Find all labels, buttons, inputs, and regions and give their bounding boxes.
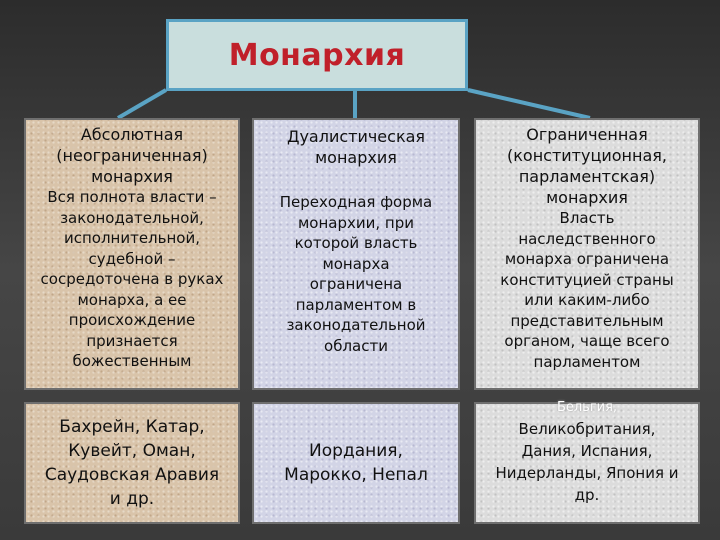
title-box [166,19,468,91]
description-line: наследственного [518,229,656,248]
heading-line: (неограниченная) [56,146,208,165]
description-line: божественным [72,352,192,370]
description-line: судебной – [88,249,176,268]
description-line: монарха, а ее [77,290,187,309]
dualistic-monarchy-box [252,118,460,390]
heading-line: Ограниченная [526,125,648,144]
absolute-monarchy-examples-box [24,402,240,524]
description-line: Переходная форма [279,193,433,211]
examples-stray-text: Бельгия, [556,400,618,415]
dualistic-monarchy-description [280,192,433,356]
limited-monarchy-description [500,208,673,372]
description-line: происхождение [68,311,196,329]
description-line: законодательной [286,316,426,334]
absolute-monarchy-examples [45,415,219,511]
absolute-monarchy-box [24,118,240,390]
heading-line: монархия [546,188,628,207]
limited-monarchy-examples [496,418,679,506]
description-line: исполнительной, [63,229,200,247]
description-line: конституцией страны [500,270,674,289]
description-line: законодательной, [60,208,204,227]
description-line: которой власть [294,234,418,252]
description-line: монарха ограничена [504,250,670,268]
dualistic-monarchy-examples [284,439,428,487]
dualistic-monarchy-examples-box [252,402,460,524]
example-line: Иордания, [309,441,403,461]
heading-line: Дуалистическая [286,127,426,146]
description-line: Власть [559,209,615,227]
description-line: монарха [322,254,390,273]
description-line: монархии, при [297,213,414,232]
example-line: и др. [109,489,155,509]
example-line: Саудовская Аравия [44,465,220,485]
example-line: Кувейт, Оман, [68,441,196,461]
description-line: представительным [510,311,664,330]
example-line: Великобритания, [518,420,656,438]
description-line: парламентом [533,352,641,371]
example-line: Нидерланды, Япония и [495,464,679,482]
example-line: Бахрейн, Катар, [59,417,205,437]
description-line: ограничена [309,275,403,293]
limited-monarchy-examples-box [474,402,700,524]
limited-monarchy-heading [507,124,667,208]
example-line: Марокко, Непал [284,465,428,485]
description-line: признается [86,331,178,350]
heading-line: (конституционная, [507,146,667,165]
absolute-monarchy-heading [56,124,207,187]
heading-line: парламентская) [518,167,656,186]
heading-line: монархия [315,148,397,167]
heading-line: монархия [91,167,173,186]
heading-line: Абсолютная [80,125,184,144]
connector-left [118,90,166,118]
example-line: др. [574,486,600,504]
description-line: Вся полнота власти – [47,188,217,206]
description-line: органом, чаще всего [504,332,670,350]
dualistic-monarchy-heading [287,126,425,168]
description-line: области [324,336,388,355]
description-line: или каким-либо [524,291,650,309]
example-line: Дания, Испания, [521,442,653,460]
diagram-title: Монархия [228,37,406,73]
limited-monarchy-box [474,118,700,390]
description-line: сосредоточена в руках [40,270,224,288]
absolute-monarchy-description [41,187,224,372]
connector-right [468,90,590,118]
description-line: парламентом в [295,295,417,314]
